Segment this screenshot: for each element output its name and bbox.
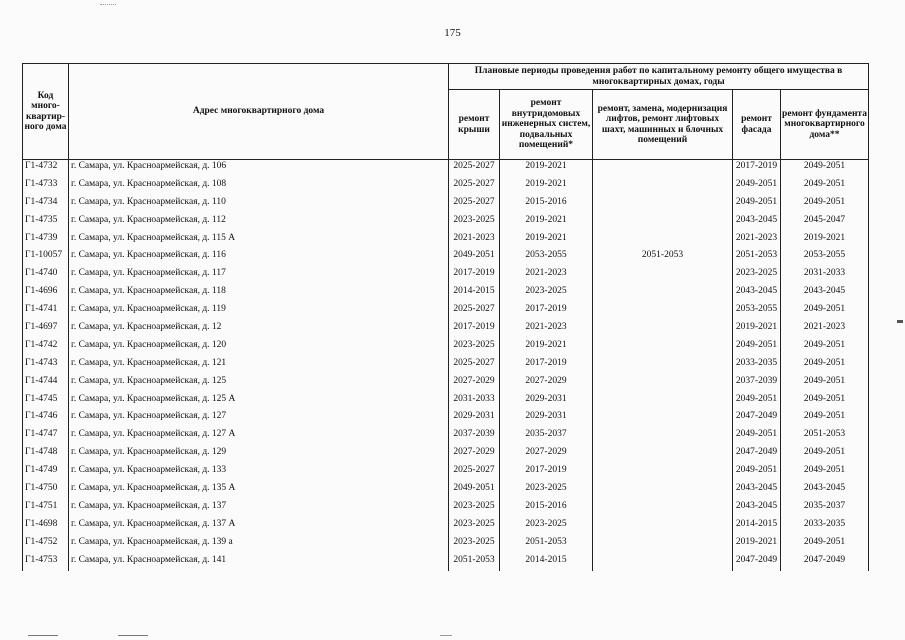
cell-lifts <box>593 339 733 357</box>
cell-code: Г1-4752 <box>23 536 69 554</box>
table-row <box>23 160 869 178</box>
table-row <box>23 518 869 536</box>
cell-facade: 2051-2053 <box>733 249 781 267</box>
cell-engineering: 2015-2016 <box>500 196 593 214</box>
cell-address: г. Самара, ул. Красноармейская, д. 139 а <box>69 536 449 554</box>
cell-foundation: 2033-2035 <box>781 518 869 536</box>
cell-engineering: 2019-2021 <box>500 160 593 178</box>
cell-engineering: 2019-2021 <box>500 214 593 232</box>
cell-roof: 2031-2033 <box>449 393 500 411</box>
table-row <box>23 500 869 518</box>
table-row <box>23 536 869 554</box>
table-row <box>23 410 869 428</box>
cell-address: г. Самара, ул. Красноармейская, д. 110 <box>69 196 449 214</box>
table-row <box>23 303 869 321</box>
table-row <box>23 357 869 375</box>
cell-lifts <box>593 285 733 303</box>
header-facade: ремонт фасада <box>733 90 781 160</box>
cell-facade: 2053-2055 <box>733 303 781 321</box>
cell-roof: 2037-2039 <box>449 428 500 446</box>
cell-roof: 2021-2023 <box>449 232 500 250</box>
cell-lifts <box>593 321 733 339</box>
cell-lifts <box>593 518 733 536</box>
cell-facade: 2049-2051 <box>733 196 781 214</box>
cell-foundation: 2049-2051 <box>781 464 869 482</box>
cell-foundation: 2049-2051 <box>781 160 869 178</box>
cell-foundation: 2049-2051 <box>781 393 869 411</box>
cell-roof: 2023-2025 <box>449 339 500 357</box>
cell-address: г. Самара, ул. Красноармейская, д. 118 <box>69 285 449 303</box>
cell-engineering: 2053-2055 <box>500 249 593 267</box>
header-lifts: ремонт, замена, модернизация лифтов, ремонт лифтовых шахт, машинных и блочных помещений <box>593 90 733 160</box>
cell-facade: 2047-2049 <box>733 446 781 464</box>
cell-foundation: 2045-2047 <box>781 214 869 232</box>
cell-roof: 2017-2019 <box>449 321 500 339</box>
cell-facade: 2023-2025 <box>733 267 781 285</box>
scan-artifact-right <box>897 320 903 323</box>
cell-engineering: 2021-2023 <box>500 321 593 339</box>
cell-roof: 2014-2015 <box>449 285 500 303</box>
cell-roof: 2025-2027 <box>449 160 500 178</box>
cell-foundation: 2021-2023 <box>781 321 869 339</box>
cell-roof: 2027-2029 <box>449 446 500 464</box>
cell-address: г. Самара, ул. Красноармейская, д. 127 А <box>69 428 449 446</box>
cell-foundation: 2047-2049 <box>781 554 869 572</box>
cell-facade: 2043-2045 <box>733 285 781 303</box>
cell-code: Г1-4746 <box>23 410 69 428</box>
cell-facade: 2037-2039 <box>733 375 781 393</box>
cell-foundation: 2049-2051 <box>781 357 869 375</box>
cell-lifts <box>593 214 733 232</box>
cell-lifts <box>593 500 733 518</box>
table-row <box>23 446 869 464</box>
cell-lifts <box>593 267 733 285</box>
cell-address: г. Самара, ул. Красноармейская, д. 112 <box>69 214 449 232</box>
cell-roof: 2049-2051 <box>449 482 500 500</box>
cell-address: г. Самара, ул. Красноармейская, д. 12 <box>69 321 449 339</box>
cell-code: Г1-4732 <box>23 160 69 178</box>
cell-engineering: 2035-2037 <box>500 428 593 446</box>
cell-code: Г1-4697 <box>23 321 69 339</box>
cell-lifts <box>593 375 733 393</box>
cell-engineering: 2027-2029 <box>500 446 593 464</box>
scan-artifact-bottom <box>440 635 452 636</box>
cell-facade: 2049-2051 <box>733 178 781 196</box>
table-row <box>23 232 869 250</box>
cell-code: Г1-4748 <box>23 446 69 464</box>
cell-code: Г1-4749 <box>23 464 69 482</box>
cell-facade: 2049-2051 <box>733 339 781 357</box>
cell-foundation: 2043-2045 <box>781 482 869 500</box>
cell-facade: 2019-2021 <box>733 321 781 339</box>
cell-address: г. Самара, ул. Красноармейская, д. 116 <box>69 249 449 267</box>
cell-lifts <box>593 357 733 375</box>
cell-facade: 2043-2045 <box>733 214 781 232</box>
cell-code: Г1-4698 <box>23 518 69 536</box>
cell-lifts <box>593 160 733 178</box>
cell-roof: 2023-2025 <box>449 536 500 554</box>
cell-roof: 2017-2019 <box>449 267 500 285</box>
cell-address: г. Самара, ул. Красноармейская, д. 127 <box>69 410 449 428</box>
cell-facade: 2033-2035 <box>733 357 781 375</box>
table-row <box>23 482 869 500</box>
cell-engineering: 2015-2016 <box>500 500 593 518</box>
cell-roof: 2025-2027 <box>449 303 500 321</box>
cell-foundation: 2049-2051 <box>781 536 869 554</box>
cell-foundation: 2043-2045 <box>781 285 869 303</box>
cell-lifts <box>593 303 733 321</box>
cell-engineering: 2019-2021 <box>500 178 593 196</box>
header-code: Код много-квартир-ного дома <box>23 64 69 160</box>
cell-code: Г1-4747 <box>23 428 69 446</box>
cell-facade: 2017-2019 <box>733 160 781 178</box>
table-row <box>23 214 869 232</box>
cell-lifts <box>593 410 733 428</box>
page-number: 175 <box>444 27 461 39</box>
cell-lifts <box>593 464 733 482</box>
scan-artifact-top <box>100 4 116 9</box>
cell-roof: 2051-2053 <box>449 554 500 572</box>
cell-lifts <box>593 393 733 411</box>
cell-code: Г1-4750 <box>23 482 69 500</box>
cell-engineering: 2023-2025 <box>500 285 593 303</box>
cell-address: г. Самара, ул. Красноармейская, д. 119 <box>69 303 449 321</box>
table-row <box>23 554 869 572</box>
table-row <box>23 393 869 411</box>
cell-foundation: 2019-2021 <box>781 232 869 250</box>
cell-address: г. Самара, ул. Красноармейская, д. 133 <box>69 464 449 482</box>
cell-code: Г1-10057 <box>23 249 69 267</box>
cell-address: г. Самара, ул. Красноармейская, д. 141 <box>69 554 449 572</box>
cell-code: Г1-4741 <box>23 303 69 321</box>
cell-engineering: 2014-2015 <box>500 554 593 572</box>
cell-foundation: 2049-2051 <box>781 410 869 428</box>
table-row <box>23 339 869 357</box>
cell-address: г. Самара, ул. Красноармейская, д. 121 <box>69 357 449 375</box>
cell-engineering: 2017-2019 <box>500 303 593 321</box>
table-row <box>23 464 869 482</box>
cell-lifts <box>593 196 733 214</box>
cell-engineering: 2019-2021 <box>500 339 593 357</box>
cell-address: г. Самара, ул. Красноармейская, д. 129 <box>69 446 449 464</box>
cell-lifts <box>593 536 733 554</box>
cell-engineering: 2023-2025 <box>500 482 593 500</box>
scan-artifact-bottom <box>28 635 58 636</box>
cell-code: Г1-4733 <box>23 178 69 196</box>
cell-foundation: 2049-2051 <box>781 303 869 321</box>
cell-engineering: 2017-2019 <box>500 357 593 375</box>
cell-engineering: 2029-2031 <box>500 410 593 428</box>
cell-lifts <box>593 446 733 464</box>
cell-code: Г1-4696 <box>23 285 69 303</box>
cell-roof: 2029-2031 <box>449 410 500 428</box>
cell-lifts <box>593 428 733 446</box>
scan-artifact-bottom <box>118 635 148 636</box>
cell-lifts <box>593 554 733 572</box>
cell-lifts <box>593 178 733 196</box>
cell-lifts: 2051-2053 <box>593 249 733 267</box>
cell-foundation: 2051-2053 <box>781 428 869 446</box>
cell-engineering: 2027-2029 <box>500 375 593 393</box>
cell-facade: 2047-2049 <box>733 554 781 572</box>
cell-roof: 2049-2051 <box>449 249 500 267</box>
cell-facade: 2049-2051 <box>733 464 781 482</box>
cell-roof: 2023-2025 <box>449 518 500 536</box>
cell-address: г. Самара, ул. Красноармейская, д. 117 <box>69 267 449 285</box>
cell-address: г. Самара, ул. Красноармейская, д. 106 <box>69 160 449 178</box>
cell-facade: 2049-2051 <box>733 428 781 446</box>
cell-roof: 2025-2027 <box>449 357 500 375</box>
header-engineering: ремонт внутридомовых инженерных систем, подвальных помещений* <box>500 90 593 160</box>
cell-code: Г1-4740 <box>23 267 69 285</box>
cell-address: г. Самара, ул. Красноармейская, д. 137 <box>69 500 449 518</box>
cell-lifts <box>593 482 733 500</box>
cell-address: г. Самара, ул. Красноармейская, д. 115 А <box>69 232 449 250</box>
cell-address: г. Самара, ул. Красноармейская, д. 125 А <box>69 393 449 411</box>
cell-code: Г1-4734 <box>23 196 69 214</box>
table-row <box>23 428 869 446</box>
cell-engineering: 2023-2025 <box>500 518 593 536</box>
table-row <box>23 267 869 285</box>
cell-roof: 2023-2025 <box>449 214 500 232</box>
cell-address: г. Самара, ул. Красноармейская, д. 125 <box>69 375 449 393</box>
cell-code: Г1-4739 <box>23 232 69 250</box>
cell-address: г. Самара, ул. Красноармейская, д. 137 А <box>69 518 449 536</box>
cell-foundation: 2049-2051 <box>781 339 869 357</box>
table-row <box>23 321 869 339</box>
header-periods-title: Плановые периоды проведения работ по капитальному ремонту общего имущества в многоквартирных домах, годы <box>449 64 869 90</box>
cell-facade: 2047-2049 <box>733 410 781 428</box>
cell-foundation: 2049-2051 <box>781 446 869 464</box>
cell-roof: 2027-2029 <box>449 375 500 393</box>
table-row <box>23 249 869 267</box>
table-row <box>23 196 869 214</box>
cell-address: г. Самара, ул. Красноармейская, д. 120 <box>69 339 449 357</box>
cell-roof: 2025-2027 <box>449 178 500 196</box>
cell-engineering: 2051-2053 <box>500 536 593 554</box>
cell-code: Г1-4753 <box>23 554 69 572</box>
cell-code: Г1-4751 <box>23 500 69 518</box>
cell-foundation: 2031-2033 <box>781 267 869 285</box>
cell-roof: 2025-2027 <box>449 196 500 214</box>
cell-facade: 2043-2045 <box>733 482 781 500</box>
header-roof: ремонт крыши <box>449 90 500 160</box>
header-address: Адрес многоквартирного дома <box>69 64 449 160</box>
cell-lifts <box>593 232 733 250</box>
cell-foundation: 2049-2051 <box>781 196 869 214</box>
cell-facade: 2019-2021 <box>733 536 781 554</box>
cell-code: Г1-4745 <box>23 393 69 411</box>
cell-facade: 2014-2015 <box>733 518 781 536</box>
cell-foundation: 2035-2037 <box>781 500 869 518</box>
cell-foundation: 2053-2055 <box>781 249 869 267</box>
cell-code: Г1-4742 <box>23 339 69 357</box>
cell-engineering: 2029-2031 <box>500 393 593 411</box>
cell-foundation: 2049-2051 <box>781 375 869 393</box>
header-foundation: ремонт фундамента многоквартирного дома** <box>781 90 869 160</box>
cell-engineering: 2019-2021 <box>500 232 593 250</box>
cell-code: Г1-4743 <box>23 357 69 375</box>
cell-foundation: 2049-2051 <box>781 178 869 196</box>
cell-address: г. Самара, ул. Красноармейская, д. 135 А <box>69 482 449 500</box>
cell-facade: 2021-2023 <box>733 232 781 250</box>
cell-facade: 2049-2051 <box>733 393 781 411</box>
cell-engineering: 2021-2023 <box>500 267 593 285</box>
table-row <box>23 178 869 196</box>
table-row <box>23 285 869 303</box>
cell-facade: 2043-2045 <box>733 500 781 518</box>
cell-address: г. Самара, ул. Красноармейская, д. 108 <box>69 178 449 196</box>
cell-roof: 2025-2027 <box>449 464 500 482</box>
cell-engineering: 2017-2019 <box>500 464 593 482</box>
cell-code: Г1-4744 <box>23 375 69 393</box>
cell-roof: 2023-2025 <box>449 500 500 518</box>
table-row <box>23 375 869 393</box>
cell-code: Г1-4735 <box>23 214 69 232</box>
repair-schedule-table <box>22 63 869 571</box>
